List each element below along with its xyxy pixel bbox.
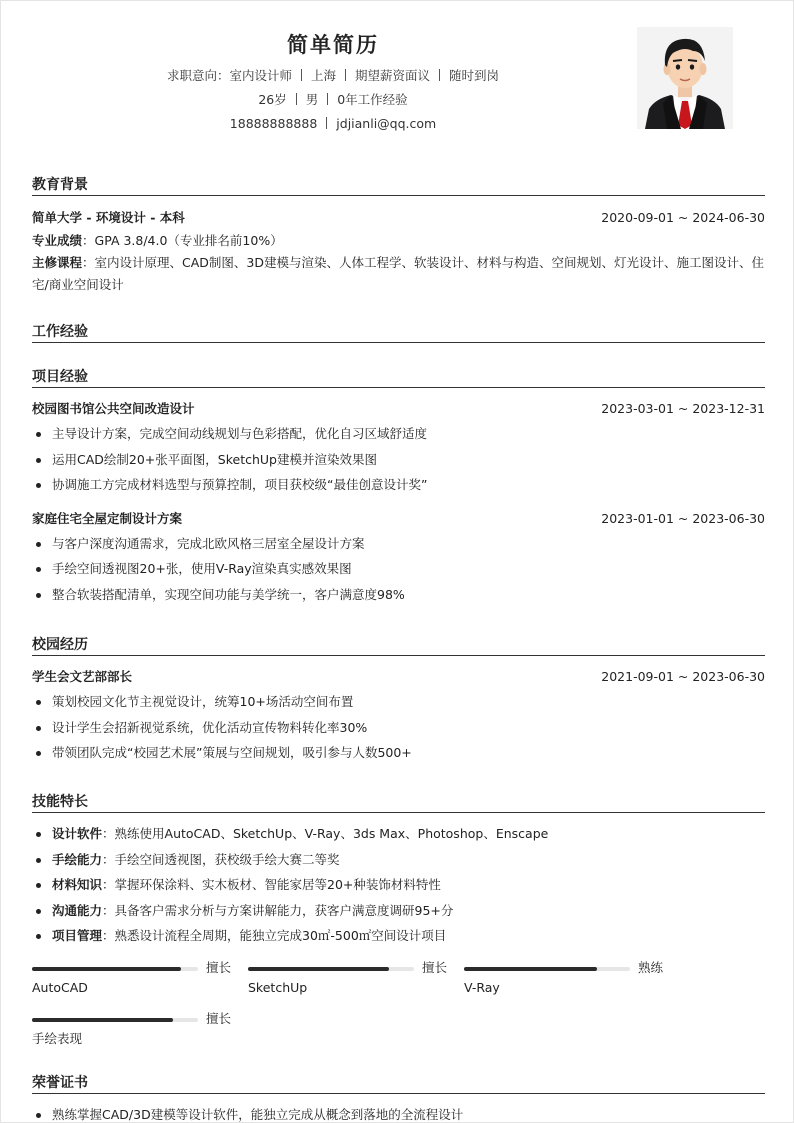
intent-salary: 期望薪资面议 (355, 68, 431, 83)
list-item: 熟练掌握CAD/3D建模等设计软件，能独立完成从概念到落地的全流程设计 (32, 1102, 765, 1123)
divider (301, 69, 302, 81)
list-item: 与客户深度沟通需求，完成北欧风格三居室全屋设计方案 (32, 531, 765, 557)
campus-dates: 2021-09-01 ~ 2023-06-30 (601, 669, 765, 684)
divider (345, 69, 346, 81)
list-item: 协调施工方完成材料选型与预算控制，项目获校级“最佳创意设计奖” (32, 472, 765, 498)
project-header (32, 396, 765, 421)
project-dates: 2023-01-01 ~ 2023-06-30 (601, 510, 765, 526)
project-dates: 2023-03-01 ~ 2023-12-31 (601, 401, 765, 416)
contact-line (1, 115, 665, 133)
list-item: 整合软装搭配清单，实现空间功能与美学统一，客户满意度98% (32, 582, 765, 608)
project-header (32, 506, 765, 531)
list-item (32, 821, 765, 847)
experience-years: 0年工作经验 (337, 92, 408, 107)
project-bullets (32, 421, 765, 498)
school-major-degree: 简单大学 - 环境设计 - 本科 (32, 210, 185, 225)
work-section (32, 321, 765, 343)
skill-text: ：熟练使用AutoCAD、SketchUp、V-Ray、3ds Max、Photoshop、Enscape (102, 826, 549, 841)
courses-value: ：室内设计原理、CAD制图、3D建模与渲染、人体工程学、软装设计、材料与构造、空间规划、灯光设计、施工图设计、住宅/商业空间设计 (32, 255, 765, 292)
section-title-skills: 技能特长 (32, 791, 765, 813)
list-item (32, 872, 765, 898)
skill-name: SketchUp (248, 979, 308, 995)
skill-label: 材料知识 (52, 877, 103, 892)
campus-header (32, 664, 765, 689)
project-bullets (32, 531, 765, 608)
skill-text: ：掌握环保涂料、实木板材、智能家居等20+种装饰材料特性 (102, 877, 441, 892)
skills-section (32, 791, 765, 1065)
list-item: 带领团队完成“校园艺术展”策展与空间规划，吸引参与人数500+ (32, 740, 765, 766)
project-name: 家庭住宅全屋定制设计方案 (32, 510, 183, 526)
skill-bar-fill (464, 967, 597, 971)
section-title-work: 工作经验 (32, 321, 765, 343)
skill-bar (32, 1012, 232, 1056)
honors-list (32, 1102, 765, 1123)
skill-name: V-Ray (464, 979, 500, 995)
intent-availability: 随时到岗 (449, 68, 500, 83)
skill-label: 手绘能力 (52, 851, 103, 867)
list-item (32, 923, 765, 949)
skill-bar-fill (32, 967, 181, 971)
projects-section (32, 366, 765, 607)
courses-line (32, 252, 765, 296)
grade-label: 专业成绩 (32, 233, 83, 248)
divider (296, 93, 297, 105)
education-entry (32, 205, 765, 230)
divider (326, 117, 327, 129)
email: jdjianli@qq.com (336, 116, 437, 131)
skill-bar (248, 961, 448, 1005)
skills-list (32, 821, 765, 949)
project-name: 校园图书馆公共空间改造设计 (32, 401, 195, 416)
list-item: 运用CAD绘制20+张平面图，SketchUp建模并渲染效果图 (32, 447, 765, 473)
skill-label: 沟通能力 (52, 902, 103, 918)
skill-label: 设计软件 (52, 826, 103, 841)
skill-bars (32, 961, 765, 1065)
resume-title: 简单简历 (287, 33, 379, 57)
skill-bar-fill (32, 1018, 173, 1022)
skill-bar (464, 961, 664, 1005)
skill-name: 手绘表现 (32, 1030, 83, 1046)
skill-text: ：具备客户需求分析与方案讲解能力，获客户满意度调研95+分 (102, 902, 454, 918)
avatar-man-in-suit-icon (637, 27, 733, 129)
list-item (32, 847, 765, 873)
intent-position: 求职意向：室内设计师 (166, 68, 292, 83)
skill-text: ：熟悉设计流程全周期，能独立完成30㎡-500㎡空间设计项目 (102, 928, 447, 943)
list-item: 主导设计方案，完成空间动线规划与色彩搭配，优化自习区域舒适度 (32, 421, 765, 447)
grade-value: ：GPA 3.8/4.0（专业排名前10%） (82, 233, 283, 248)
age: 26岁 (258, 92, 287, 107)
skill-level: 擅长 (422, 959, 448, 975)
intent-city: 上海 (310, 68, 336, 83)
phone: 18888888888 (229, 116, 318, 131)
skill-text: ：手绘空间透视图，获校级手绘大赛二等奖 (102, 851, 340, 867)
skill-bar-track (32, 967, 198, 971)
divider (439, 69, 440, 81)
section-title-projects: 项目经验 (32, 366, 765, 388)
education-dates: 2020-09-01 ~ 2024-06-30 (601, 210, 765, 225)
list-item: 设计学生会招新视觉系统，优化活动宣传物料转化率30% (32, 715, 765, 741)
campus-bullets (32, 689, 765, 766)
grade-line (32, 230, 765, 252)
divider (327, 93, 328, 105)
education-section (32, 174, 765, 296)
section-title-honors: 荣誉证书 (32, 1072, 765, 1094)
resume-header (1, 29, 665, 133)
skill-level: 熟练 (638, 959, 664, 975)
campus-section (32, 634, 765, 766)
skill-bar-fill (248, 967, 389, 971)
campus-role: 学生会文艺部部长 (32, 669, 133, 684)
skill-bar-track (464, 967, 630, 971)
personal-info-line (1, 91, 665, 109)
section-title-campus: 校园经历 (32, 634, 765, 656)
skill-label: 项目管理 (52, 928, 103, 943)
honors-section (32, 1072, 765, 1123)
skill-bar-track (248, 967, 414, 971)
skill-bar-track (32, 1018, 198, 1022)
courses-label: 主修课程 (32, 255, 83, 270)
avatar-photo (637, 27, 733, 129)
skill-level: 擅长 (206, 959, 232, 975)
list-item (32, 898, 765, 924)
list-item: 策划校园文化节主视觉设计，统筹10+场活动空间布置 (32, 689, 765, 715)
skill-bar (32, 961, 232, 1005)
gender: 男 (305, 92, 319, 107)
list-item: 手绘空间透视图20+张，使用V-Ray渲染真实感效果图 (32, 556, 765, 582)
job-intent-line (1, 67, 665, 85)
section-title-education: 教育背景 (32, 174, 765, 196)
skill-level: 擅长 (206, 1010, 232, 1026)
skill-name: AutoCAD (32, 979, 88, 995)
